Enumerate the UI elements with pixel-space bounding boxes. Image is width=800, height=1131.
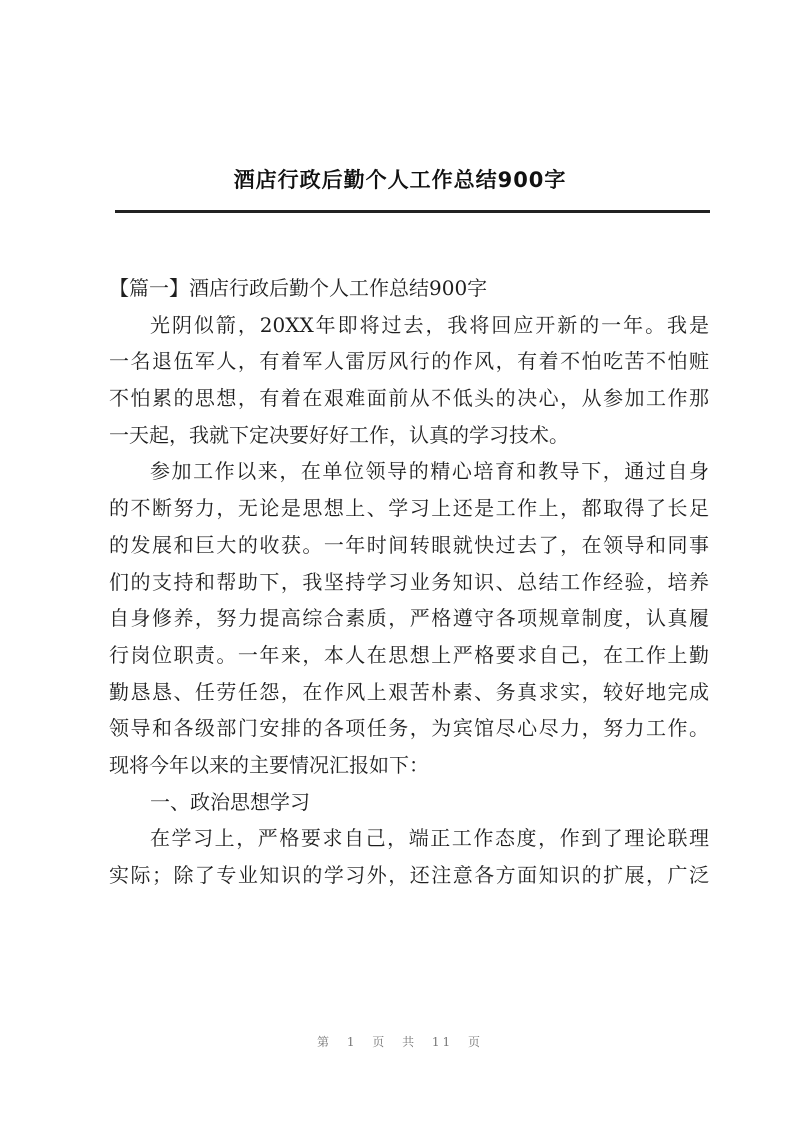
paragraph-line: 实际；除了专业知识的学习外，还注意各方面知识的扩展，广泛 — [109, 863, 709, 887]
paragraph-line: 一天起，我就下定决要好好工作，认真的学习技术。 — [109, 422, 569, 447]
paragraph-line: 参加工作以来，在单位领导的精心培育和教导下，通过自身 — [150, 459, 709, 484]
page-footer: 第 1 页 共 11 页 — [317, 1035, 483, 1049]
paragraph-line: 自身修养，努力提高综合素质，严格遵守各项规章制度，认真履 — [109, 606, 709, 631]
paragraph-line: 的不断努力，无论是思想上、学习上还是工作上，都取得了长足 — [109, 496, 709, 521]
paragraph-line: 光阴似箭，20XX年即将过去，我将回应开新的一年。我是 — [150, 312, 709, 337]
document-title: 酒店行政后勤个人工作总结900字 — [233, 168, 567, 192]
paragraph-line: 现将今年以来的主要情况汇报如下： — [109, 752, 429, 777]
section-heading: 【篇一】酒店行政后勤个人工作总结900字 — [109, 276, 488, 300]
title-underline-rule — [115, 210, 710, 213]
paragraph-line: 在学习上，严格要求自己，端正工作态度，作到了理论联理 — [150, 826, 709, 851]
paragraph-line: 们的支持和帮助下，我坚持学习业务知识、总结工作经验，培养 — [109, 569, 709, 594]
paragraph-line: 一名退伍军人，有着军人雷厉风行的作风，有着不怕吃苦不怕赃 — [109, 349, 709, 374]
document-body — [109, 270, 709, 894]
paragraph-line: 勤恳恳、任劳任怨，在作风上艰苦朴素、务真求实，较好地完成 — [109, 679, 709, 704]
paragraph-line: 领导和各级部门安排的各项任务，为宾馆尽心尽力，努力工作。 — [109, 716, 709, 741]
paragraph-line: 不怕累的思想，有着在艰难面前从不低头的决心，从参加工作那 — [109, 386, 709, 411]
paragraph-line: 的发展和巨大的收获。一年时间转眼就快过去了，在领导和同事 — [109, 532, 709, 557]
paragraph-line: 行岗位职责。一年来，本人在思想上严格要求自己，在工作上勤 — [109, 642, 709, 667]
subsection-heading: 一、政治思想学习 — [150, 789, 310, 814]
